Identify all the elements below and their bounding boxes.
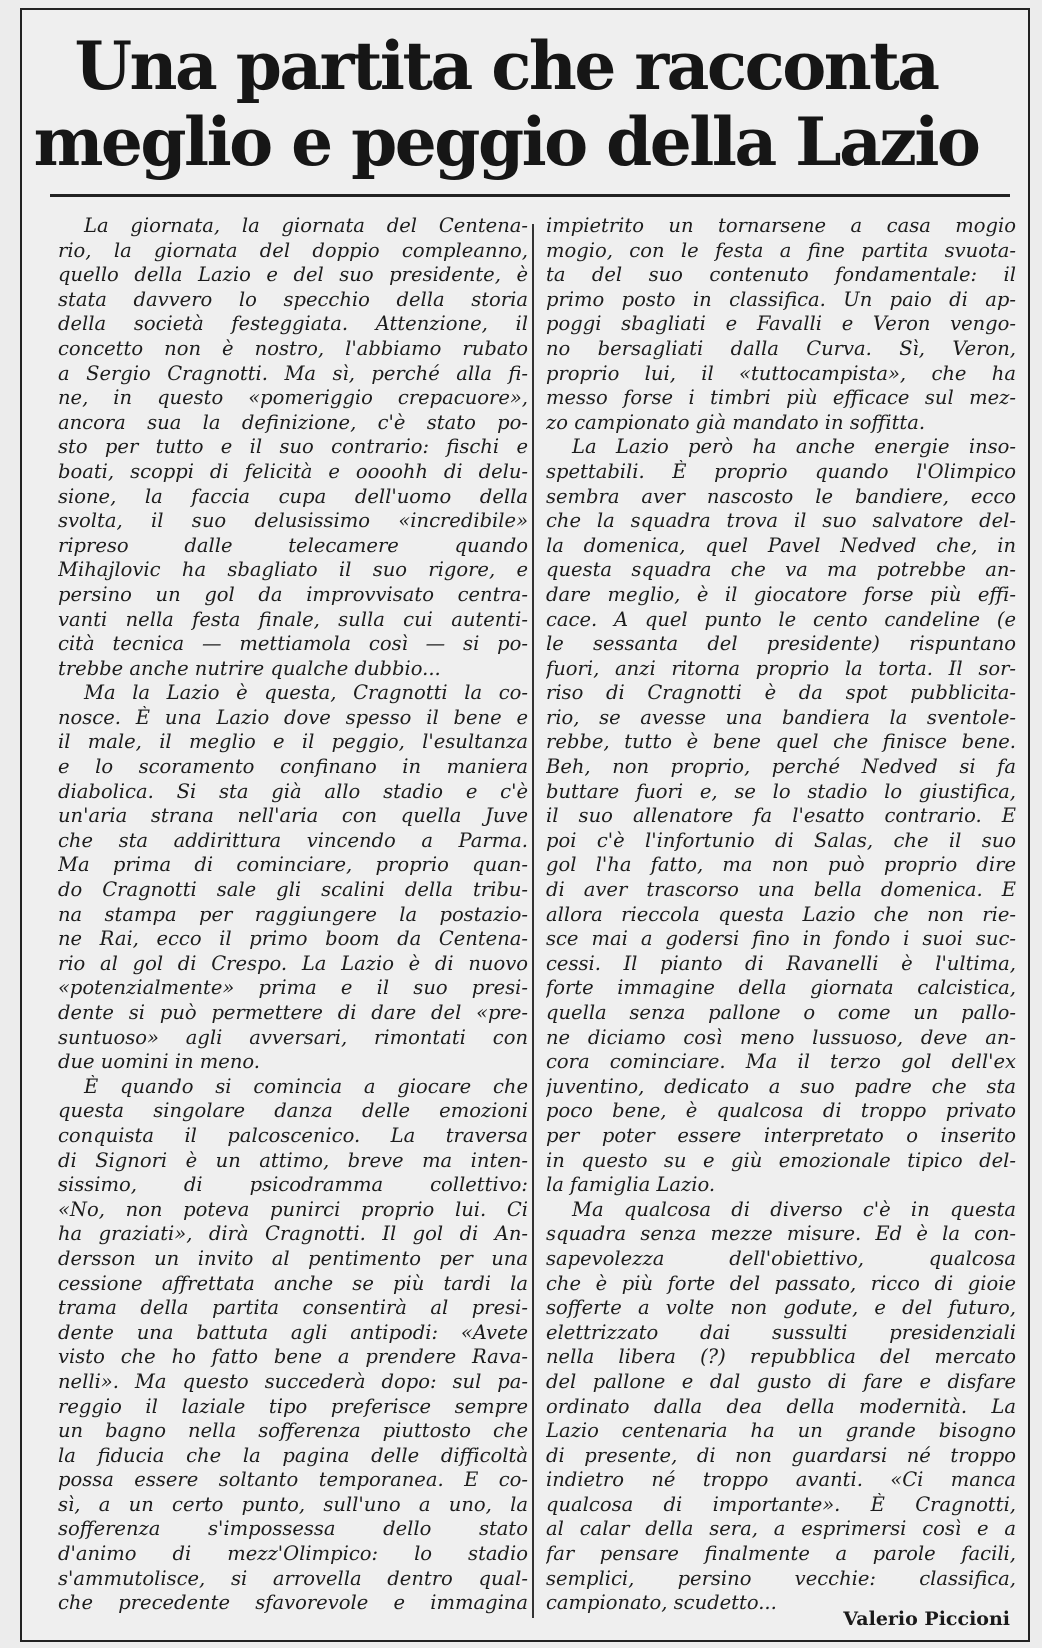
article-line: sto per tutto e il suo contrario: fischi e (58, 435, 528, 459)
article-line: d'animo di mezz'Olimpico: lo stadio (58, 1542, 528, 1566)
article-line: concetto non è nostro, l'abbiamo rubato (58, 336, 528, 360)
headline (26, 28, 986, 180)
article-line: ordinato dalla dea della modernità. La (546, 1394, 1016, 1418)
article-line: rebbe, tutto è bene quel che finisce bene. (546, 730, 1016, 754)
article-line: al calar della sera, a esprimersi così e a (546, 1517, 1016, 1541)
article-line: due uomini in meno. (58, 1050, 260, 1074)
article-line: mogio, con le festa a fine partita svuota- (546, 238, 1016, 262)
headline-rule (50, 194, 1010, 197)
article-line: sapevolezza dell'obiettivo, qualcosa (546, 1246, 1016, 1270)
article-line: do Cragnotti sale gli scalini della tribu- (58, 878, 528, 902)
article-line: semplici, persino vecchie: classifica, (546, 1566, 1016, 1590)
article-line: del pallone e dal gusto di fare e disfare (546, 1369, 1016, 1393)
article-line: cora cominciare. Ma il terzo gol dell'ex (546, 1050, 1016, 1074)
article-line: Ma prima di cominciare, proprio quan- (58, 853, 528, 877)
article-line: «potenzialmente» prima e il suo presi- (58, 976, 528, 1000)
article-line: questa singolare danza delle emozioni (58, 1099, 528, 1123)
article-line: che precedente sfavorevole e immagina (58, 1591, 528, 1615)
article-line: un bagno nella sofferenza piuttosto che (58, 1419, 528, 1443)
article-line: dente si può permettere di dare del «pre- (58, 1001, 528, 1024)
article-line: dersson un invito al pentimento per una (58, 1246, 528, 1270)
article-line: che sta addirittura vincendo a Parma. (58, 828, 528, 852)
article-line: poggi sbagliati e Favalli e Veron vengo- (546, 312, 1016, 336)
article-line: sofferenza s'impossessa dello stato (58, 1517, 528, 1541)
article-line: di Signori è un attimo, breve ma inten- (58, 1148, 528, 1172)
article-line: ripreso dalle telecamere quando (58, 533, 528, 557)
article-line: ne diciamo così meno lussuoso, deve an- (546, 1025, 1016, 1049)
article-line: nelli». Ma questo succederà dopo: sul pa- (58, 1369, 528, 1393)
article-line: visto che ho fatto bene a prendere Rava- (58, 1345, 528, 1369)
article-line: Ma qualcosa di diverso c'è in questa (572, 1197, 1016, 1221)
article-line: Mihajlovic ha sbagliato il suo rigore, e (58, 558, 528, 582)
article-line: dente una battuta agli antipodi: «Avete (58, 1320, 528, 1344)
article-line: fuori, anzi ritorna proprio la torta. Il sor- (546, 656, 1016, 680)
article-line: la famiglia Lazio. (546, 1173, 716, 1197)
article-line: poi c'è l'infortunio di Salas, che il suo (546, 828, 1016, 852)
article-line: trama della partita consentirà al presi- (58, 1296, 528, 1320)
article-line: proprio lui, il «tuttocampista», che ha (546, 361, 1016, 385)
article-line: na stampa per raggiungere la postazio- (58, 902, 528, 926)
article-line: Ma la Lazio è questa, Cragnotti la co- (84, 681, 528, 705)
article-line: far pensare finalmente a parole facili, (546, 1542, 1016, 1566)
article-line: rio, la giornata del doppio compleanno, (58, 238, 528, 262)
byline: Valerio Piccioni (843, 1608, 1010, 1630)
article-line: zo campionato già mandato in soffitta. (546, 410, 926, 434)
article-line: elettrizzato dai sussulti presidenziali (546, 1320, 1016, 1344)
article-line: di aver trascorso una bella domenica. E (546, 878, 1016, 902)
headline-line-2: meglio e peggio della Lazio (33, 103, 979, 181)
article-line: la fiducia che la pagina delle difficoltà (58, 1443, 528, 1467)
article-line: suntuoso» agli avversari, rimontati con (58, 1025, 528, 1049)
article-line: campionato, scudetto... (546, 1591, 777, 1615)
article-line: allora rieccola questa Lazio che non rie- (546, 902, 1016, 926)
article-line: il suo allenatore fa l'esatto contrario. E (546, 804, 1016, 828)
article-line: sì, a un certo punto, sull'uno a uno, la (58, 1492, 528, 1516)
article-line: della società festeggiata. Attenzione, il (58, 312, 528, 336)
article-line: questa squadra che va ma potrebbe an- (546, 558, 1016, 582)
article-line: ancora sua la definizione, c'è stato po- (58, 410, 528, 434)
headline-line-1: Una partita che racconta (74, 27, 938, 105)
article-line: indietro né troppo avanti. «Ci manca (546, 1468, 1016, 1492)
article-line: stata davvero lo specchio della storia (58, 287, 528, 311)
article-line: sofferte a volte non godute, e del futuro, (546, 1296, 1016, 1320)
article-line: cace. A quel punto le cento candeline (e (546, 607, 1016, 631)
article-line: di presente, di non guardarsi né troppo (546, 1443, 1016, 1467)
article-line: e lo scoramento confinano in maniera (58, 755, 528, 779)
article-line: a Sergio Cragnotti. Ma sì, perché alla fi- (58, 361, 528, 385)
article-line: ta del suo contenuto fondamentale: il (546, 263, 1016, 287)
article-line: che è più forte del passato, ricco di gioie (546, 1271, 1016, 1295)
article-line: «No, non poteva punirci proprio lui. Ci (58, 1197, 528, 1221)
article-line: diabolica. Si sta già allo stadio e c'è (58, 779, 528, 803)
article-line: conquista il palcoscenico. La traversa (58, 1123, 528, 1147)
article-line: messo forse i timbri più efficace sul mez- (546, 386, 1016, 410)
article-line: sce mai a godersi fino in fondo i suoi suc- (546, 927, 1016, 951)
article-line: rio, se avesse una bandiera la sventole- (546, 705, 1016, 729)
article-line: persino un gol da improvvisato centra- (58, 582, 528, 606)
article-line: poco bene, è qualcosa di troppo privato (546, 1099, 1016, 1123)
article-line: gol l'ha fatto, ma non può proprio dire (546, 853, 1016, 877)
article-line: impietrito un tornarsene a casa mogio (546, 214, 1016, 237)
article-line: cità tecnica — mettiamola così — si po- (58, 632, 528, 656)
article-line: reggio il laziale tipo preferisce sempre (58, 1394, 528, 1418)
article-line: Beh, non proprio, perché Nedved si fa (546, 755, 1016, 779)
article-line: sione, la faccia cupa dell'uomo della (58, 484, 528, 508)
article-line: squadra senza mezze misure. Ed è la con- (546, 1222, 1016, 1246)
article-line: cessi. Il pianto di Ravanelli è l'ultima, (546, 951, 1016, 975)
article-line: rio al gol di Crespo. La Lazio è di nuovo (58, 951, 528, 975)
column-divider (532, 224, 534, 1618)
article-line: riso di Cragnotti è da spot pubblicita- (546, 681, 1016, 705)
article-line: un'aria strana nell'aria con quella Juve (58, 804, 528, 828)
article-line: trebbe anche nutrire qualche dubbio... (58, 656, 441, 680)
article-line: il male, il meglio e il peggio, l'esultanza (58, 730, 528, 754)
article-line: ne, in questo «pomeriggio crepacuore», (58, 386, 528, 410)
article-line: ha graziati», dirà Cragnotti. Il gol di An- (58, 1222, 528, 1246)
article-line: È quando si comincia a giocare che (84, 1074, 528, 1098)
article-line: quella senza pallone o come un pallo- (546, 1001, 1016, 1024)
article-line: primo posto in classifica. Un paio di ap- (546, 287, 1016, 311)
article-line: in questo su e giù emozionale tipico del- (546, 1148, 1016, 1172)
article-line: cessione affrettata anche se più tardi la (58, 1271, 528, 1295)
article-line: svolta, il suo delusissimo «incredibile» (58, 509, 528, 533)
article-column-right (546, 214, 1016, 1616)
article-line: s'ammutolisce, si arrovella dentro qual- (58, 1566, 528, 1590)
article-line: no bersagliati dalla Curva. Sì, Veron, (546, 336, 1016, 360)
article-line: La giornata, la giornata del Centena- (84, 214, 528, 237)
article-line: possa essere soltanto temporanea. E co- (58, 1468, 528, 1492)
article-line: La Lazio però ha anche energie inso- (572, 435, 1016, 459)
article-line: juventino, dedicato a suo padre che sta (546, 1074, 1016, 1098)
article-line: boati, scoppi di felicità e oooohh di delu- (58, 459, 528, 483)
article-line: nella libera (?) repubblica del mercato (546, 1345, 1016, 1369)
article-line: buttare fuori e, se lo stadio lo giustifica, (546, 779, 1016, 803)
article-line: le sessanta del presidente) rispuntano (546, 632, 1016, 656)
article-line: ne Rai, ecco il primo boom da Centena- (58, 927, 528, 951)
article-line: nosce. È una Lazio dove spesso il bene e (58, 705, 528, 729)
article-line: spettabili. È proprio quando l'Olimpico (546, 459, 1016, 483)
article-line: quello della Lazio e del suo presidente, è (58, 263, 528, 287)
article-line: la domenica, quel Pavel Nedved che, in (546, 533, 1016, 557)
article-line: che la squadra trova il suo salvatore del- (546, 509, 1016, 533)
article-line: forte immagine della giornata calcistica, (546, 976, 1016, 1000)
article-column-left (58, 214, 528, 1616)
article-line: vanti nella festa finale, sulla cui autenti- (58, 607, 528, 631)
article-line: sembra aver nascosto le bandiere, ecco (546, 484, 1016, 508)
article-line: qualcosa di importante». È Cragnotti, (546, 1492, 1016, 1516)
article-line: Lazio centenaria ha un grande bisogno (546, 1419, 1016, 1443)
article-line: dare meglio, è il giocatore forse più effi- (546, 582, 1016, 606)
article-line: per poter essere interpretato o inserito (546, 1123, 1016, 1147)
article-line: sissimo, di psicodramma collettivo: (58, 1173, 528, 1197)
